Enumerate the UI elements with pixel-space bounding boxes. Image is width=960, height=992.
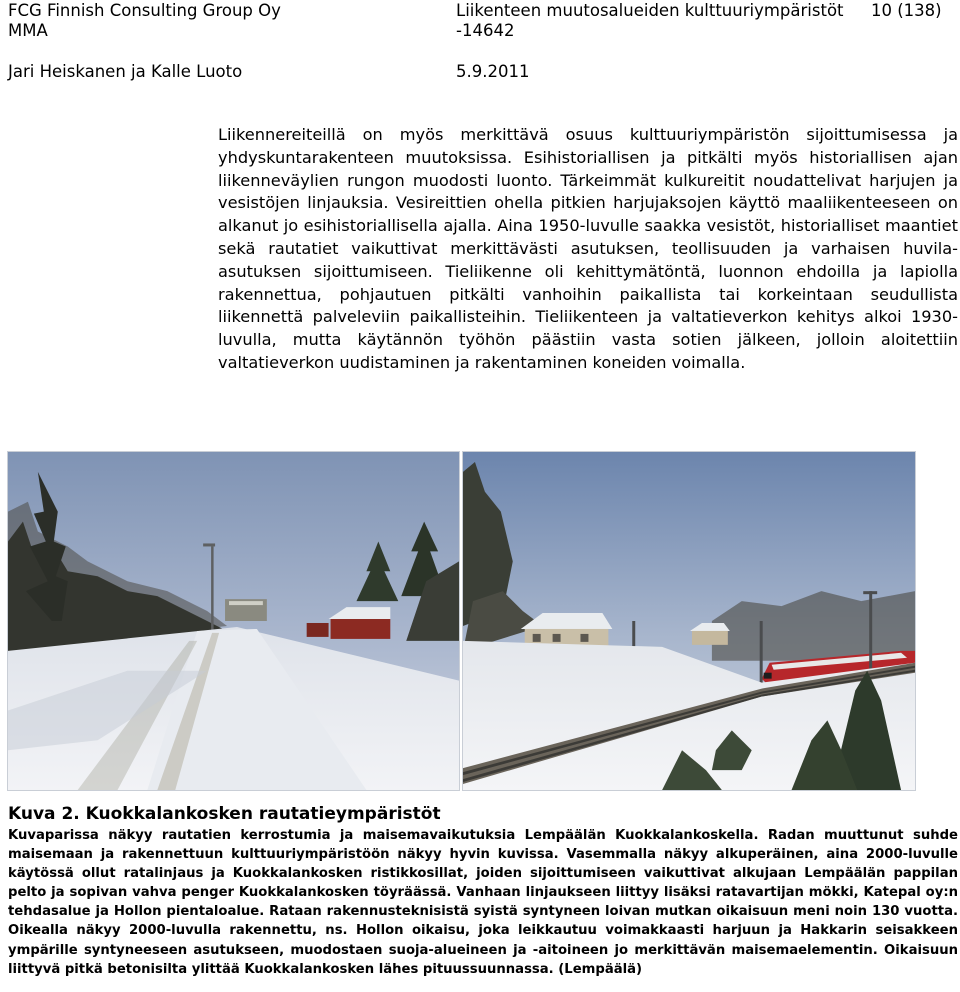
photo-old-railway [7,451,460,791]
header-page-number: 10 (138) [871,1,942,20]
header-company: FCG Finnish Consulting Group Oy [8,1,281,20]
body-paragraph-container [218,124,958,375]
header-company-sub: MMA [8,21,48,40]
header-date: 5.9.2011 [456,62,530,81]
figure-title: Kuva 2. Kuokkalankosken rautatieympäristöt [8,804,441,824]
header-authors: Jari Heiskanen ja Kalle Luoto [8,62,243,81]
photo-new-railway [462,451,916,791]
header-document-title: Liikenteen muutosalueiden kulttuuriympäristöt [456,1,844,20]
header-document-number: -14642 [456,21,515,40]
figure-caption: Kuvaparissa näkyy rautatien kerrostumia ja maisemavaikutuksia Lempäälän Kuokkalankoskella. Radan muuttunut suhde maisemaan ja rakennettuun kulttuuriympäristöön näkyy hyvin kuvissa. Vasemmalla näkyy alkuperäinen, aina 2000-luvulle käytössä ollut ratalinjaus ja Kuokkalankosken ristikkosillat, joiden sijoittumiseen vaikuttivat alkujaan Lempäälän pappilan pelto ja sopivan vahva penger Kuokkalankosken töyräässä. Vanhaan linjaukseen liittyy lisäksi ratavartijan mökki, Katepal oy:n tehdasalue ja Hollon pientaloalue. Rataan rakennusteknisistä syistä syntyneen loivan mutkan oikaisuun meni noin 130 vuotta. Oikealla näkyy 2000-luvulla rakennettu, ns. Hollon oikaisu, joka leikkautuu voimakkaasti harjuun ja Hakkarin seisakkeen ympärille syntyneeseen asutukseen, muodostaen suoja-alueineen ja -aitoineen jo merkittävän maisemaelementin. Oikaisuun liittyvä pitkä betonisilta ylittää Kuokkalankosken lähes pituussuunnassa. (Lempäälä) [8,828,958,977]
body-paragraph: Liikennereiteillä on myös merkittävä osuus kulttuuriympäristön sijoittumisessa ja yhdyskuntarakenteen muutoksissa. Esihistoriallisen ja pitkälti myös historiallisen ajan liikenneväylien rungon muodosti luonto. Tärkeimmät kulkureitit noudattelivat harjujen ja vesistöjen linjauksia. Vesireittien ohella pitkien harjujaksojen käyttö maaliikenteeseen on alkanut jo esihistoriallisella ajalla. Aina 1950-luvulle saakka vesistöt, historialliset maantiet sekä rautatiet vaikuttivat merkittävästi asutuksen, teollisuuden ja varhaisen huvila-asutuksen sijoittumiseen. Tieliikenne oli kehittymätöntä, luonnon ehdoilla ja lapiolla rakennettua, pohjautuen pitkälti vanhoihin paikallista tai korkeintaan seudullista liikennettä palveleviin paikallisteihin. Tieliikenteen ja valtatieverkon kehitys alkoi 1930-luvulla, mutta käytännön työhön päästiin vasta sotien jälkeen, jolloin aloitettiin valtatieverkon uudistaminen ja rakentaminen koneiden voimalla. [218,125,958,372]
